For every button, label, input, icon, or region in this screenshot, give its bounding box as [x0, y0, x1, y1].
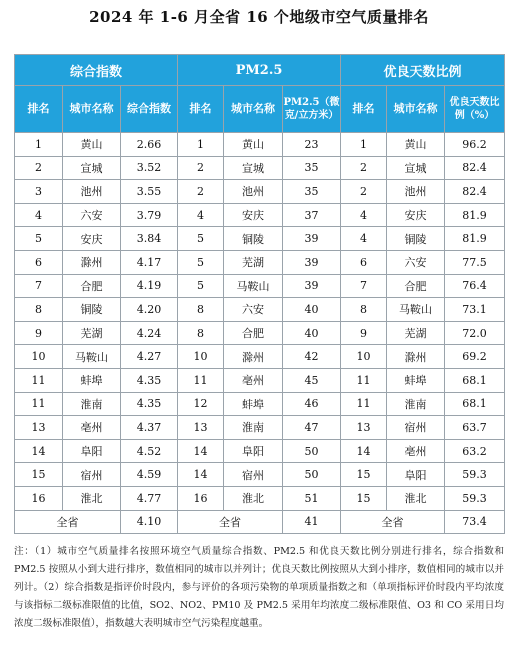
- rank-cell: 7: [15, 274, 63, 298]
- value-cell: 35: [283, 180, 341, 204]
- value-cell: 4.77: [121, 486, 178, 510]
- table-row: [15, 203, 505, 227]
- total-label-cell: 全省: [178, 510, 283, 533]
- value-cell: 42: [283, 345, 341, 369]
- value-cell: 4.24: [121, 321, 178, 345]
- rank-cell: 2: [15, 156, 63, 180]
- value-cell: 46: [283, 392, 341, 416]
- value-cell: 3.55: [121, 180, 178, 204]
- city-cell: 滁州: [63, 250, 121, 274]
- rank-cell: 3: [15, 180, 63, 204]
- rank-cell: 6: [341, 250, 387, 274]
- city-cell: 宣城: [224, 156, 283, 180]
- city-cell: 马鞍山: [63, 345, 121, 369]
- city-cell: 马鞍山: [224, 274, 283, 298]
- group-header-good-days: 优良天数比例: [341, 55, 505, 86]
- value-cell: 81.9: [445, 227, 505, 251]
- value-cell: 40: [283, 298, 341, 322]
- city-cell: 芜湖: [224, 250, 283, 274]
- city-cell: 宿州: [224, 463, 283, 487]
- city-cell: 黄山: [387, 133, 445, 157]
- total-value-cell: 73.4: [445, 510, 505, 533]
- value-cell: 37: [283, 203, 341, 227]
- rank-cell: 11: [15, 368, 63, 392]
- col-header-rank: 排名: [341, 86, 387, 133]
- rank-cell: 8: [178, 321, 224, 345]
- rank-cell: 11: [341, 368, 387, 392]
- total-label-cell: 全省: [15, 510, 121, 533]
- rank-cell: 11: [15, 392, 63, 416]
- rank-cell: 4: [15, 203, 63, 227]
- rank-cell: 6: [15, 250, 63, 274]
- city-cell: 淮南: [224, 416, 283, 440]
- city-cell: 铜陵: [63, 298, 121, 322]
- table-row: [15, 392, 505, 416]
- city-cell: 滁州: [387, 345, 445, 369]
- rank-cell: 14: [341, 439, 387, 463]
- value-cell: 4.19: [121, 274, 178, 298]
- table-row: [15, 368, 505, 392]
- table-row: [15, 227, 505, 251]
- total-value-cell: 4.10: [121, 510, 178, 533]
- group-header-row: [15, 55, 505, 86]
- value-cell: 68.1: [445, 368, 505, 392]
- city-cell: 滁州: [224, 345, 283, 369]
- table-row: [15, 486, 505, 510]
- city-cell: 宿州: [63, 463, 121, 487]
- rank-cell: 9: [15, 321, 63, 345]
- value-cell: 4.35: [121, 368, 178, 392]
- value-cell: 96.2: [445, 133, 505, 157]
- group-header-composite: 综合指数: [15, 55, 178, 86]
- value-cell: 3.52: [121, 156, 178, 180]
- rank-cell: 11: [341, 392, 387, 416]
- rank-cell: 10: [15, 345, 63, 369]
- value-cell: 40: [283, 321, 341, 345]
- rank-cell: 13: [15, 416, 63, 440]
- city-cell: 池州: [224, 180, 283, 204]
- city-cell: 阜阳: [63, 439, 121, 463]
- value-cell: 4.52: [121, 439, 178, 463]
- rank-cell: 14: [178, 439, 224, 463]
- rank-cell: 1: [341, 133, 387, 157]
- city-cell: 安庆: [387, 203, 445, 227]
- province-total-row: [15, 510, 505, 533]
- value-cell: 77.5: [445, 250, 505, 274]
- value-cell: 4.20: [121, 298, 178, 322]
- rank-cell: 12: [178, 392, 224, 416]
- rank-cell: 2: [178, 156, 224, 180]
- value-cell: 59.3: [445, 463, 505, 487]
- city-cell: 阜阳: [224, 439, 283, 463]
- value-cell: 50: [283, 439, 341, 463]
- table-row: [15, 250, 505, 274]
- rank-cell: 15: [15, 463, 63, 487]
- rank-cell: 13: [178, 416, 224, 440]
- group-header-pm25: PM2.5: [178, 55, 341, 86]
- rank-cell: 11: [178, 368, 224, 392]
- rank-cell: 16: [15, 486, 63, 510]
- value-cell: 39: [283, 227, 341, 251]
- rank-cell: 15: [341, 463, 387, 487]
- table-row: [15, 298, 505, 322]
- city-cell: 安庆: [224, 203, 283, 227]
- total-value-cell: 41: [283, 510, 341, 533]
- rank-cell: 5: [178, 227, 224, 251]
- rank-cell: 5: [15, 227, 63, 251]
- table-row: [15, 416, 505, 440]
- value-cell: 68.1: [445, 392, 505, 416]
- col-header-city: 城市名称: [387, 86, 445, 133]
- value-cell: 35: [283, 156, 341, 180]
- rank-cell: 2: [341, 156, 387, 180]
- rank-cell: 13: [341, 416, 387, 440]
- rank-cell: 4: [178, 203, 224, 227]
- value-cell: 4.37: [121, 416, 178, 440]
- table-row: [15, 345, 505, 369]
- table-body: [15, 133, 505, 534]
- rank-cell: 5: [178, 274, 224, 298]
- city-cell: 阜阳: [387, 463, 445, 487]
- city-cell: 合肥: [63, 274, 121, 298]
- city-cell: 六安: [387, 250, 445, 274]
- city-cell: 淮北: [387, 486, 445, 510]
- value-cell: 63.2: [445, 439, 505, 463]
- table-row: [15, 156, 505, 180]
- table-row: [15, 439, 505, 463]
- rank-cell: 7: [341, 274, 387, 298]
- city-cell: 马鞍山: [387, 298, 445, 322]
- value-cell: 47: [283, 416, 341, 440]
- table-row: [15, 463, 505, 487]
- city-cell: 淮北: [224, 486, 283, 510]
- value-cell: 72.0: [445, 321, 505, 345]
- value-cell: 59.3: [445, 486, 505, 510]
- value-cell: 81.9: [445, 203, 505, 227]
- city-cell: 亳州: [63, 416, 121, 440]
- value-cell: 39: [283, 250, 341, 274]
- rank-cell: 10: [341, 345, 387, 369]
- city-cell: 安庆: [63, 227, 121, 251]
- col-header-rank: 排名: [178, 86, 224, 133]
- city-cell: 宣城: [387, 156, 445, 180]
- rank-cell: 10: [178, 345, 224, 369]
- value-cell: 3.84: [121, 227, 178, 251]
- col-header-city: 城市名称: [63, 86, 121, 133]
- sub-header-row: [15, 86, 505, 133]
- city-cell: 宿州: [387, 416, 445, 440]
- city-cell: 黄山: [63, 133, 121, 157]
- col-header-pm25-value: PM2.5（微克/立方米）: [283, 86, 341, 133]
- value-cell: 45: [283, 368, 341, 392]
- value-cell: 82.4: [445, 156, 505, 180]
- col-header-rank: 排名: [15, 86, 63, 133]
- rank-cell: 9: [341, 321, 387, 345]
- rank-cell: 4: [341, 203, 387, 227]
- rank-cell: 14: [15, 439, 63, 463]
- col-header-city: 城市名称: [224, 86, 283, 133]
- table-row: [15, 180, 505, 204]
- page-title: 2024 年 1-6 月全省 16 个地级市空气质量排名: [89, 8, 429, 26]
- total-label-cell: 全省: [341, 510, 445, 533]
- city-cell: 亳州: [224, 368, 283, 392]
- rank-cell: 1: [178, 133, 224, 157]
- city-cell: 铜陵: [387, 227, 445, 251]
- value-cell: 51: [283, 486, 341, 510]
- city-cell: 芜湖: [63, 321, 121, 345]
- value-cell: 23: [283, 133, 341, 157]
- table-row: [15, 321, 505, 345]
- rank-cell: 16: [178, 486, 224, 510]
- footnotes: 注：（1）城市空气质量排名按照环境空气质量综合指数、PM2.5 和优良天数比例分别进行排名，综合指数和 PM2.5 按照从小到大进行排序，数值相同的城市以并列计；优良天数比例按照从大到小排序，数值相同的城市以并列计。（2）综合指数是指评价时段内，参与评价的各项污染物的单项质量指数之和（单项指标评价时段内平均浓度与该指标二级标准限值的比值，SO2、NO2、PM10 及 PM2.5 采用年均浓度二级标准限值、O3 和 CO 采用日均浓度二级标准限值），指数越大表明城市空气污染程度越重。: [14, 546, 504, 629]
- city-cell: 合肥: [387, 274, 445, 298]
- city-cell: 六安: [224, 298, 283, 322]
- rank-cell: 8: [341, 298, 387, 322]
- city-cell: 池州: [387, 180, 445, 204]
- value-cell: 69.2: [445, 345, 505, 369]
- value-cell: 4.35: [121, 392, 178, 416]
- rank-cell: 8: [178, 298, 224, 322]
- value-cell: 3.79: [121, 203, 178, 227]
- value-cell: 4.17: [121, 250, 178, 274]
- rank-cell: 2: [178, 180, 224, 204]
- rank-cell: 5: [178, 250, 224, 274]
- col-header-good-days-ratio: 优良天数比例（%）: [445, 86, 505, 133]
- city-cell: 合肥: [224, 321, 283, 345]
- city-cell: 宣城: [63, 156, 121, 180]
- col-header-composite-index: 综合指数: [121, 86, 178, 133]
- city-cell: 淮南: [63, 392, 121, 416]
- city-cell: 池州: [63, 180, 121, 204]
- ranking-table: [14, 54, 505, 534]
- rank-cell: 1: [15, 133, 63, 157]
- city-cell: 六安: [63, 203, 121, 227]
- value-cell: 73.1: [445, 298, 505, 322]
- rank-cell: 15: [341, 486, 387, 510]
- value-cell: 2.66: [121, 133, 178, 157]
- city-cell: 亳州: [387, 439, 445, 463]
- rank-cell: 2: [341, 180, 387, 204]
- value-cell: 63.7: [445, 416, 505, 440]
- city-cell: 淮南: [387, 392, 445, 416]
- city-cell: 淮北: [63, 486, 121, 510]
- value-cell: 4.59: [121, 463, 178, 487]
- city-cell: 蚌埠: [63, 368, 121, 392]
- table-row: [15, 274, 505, 298]
- value-cell: 82.4: [445, 180, 505, 204]
- rank-cell: 14: [178, 463, 224, 487]
- value-cell: 39: [283, 274, 341, 298]
- value-cell: 76.4: [445, 274, 505, 298]
- city-cell: 蚌埠: [224, 392, 283, 416]
- value-cell: 50: [283, 463, 341, 487]
- table-row: [15, 133, 505, 157]
- city-cell: 黄山: [224, 133, 283, 157]
- rank-cell: 4: [341, 227, 387, 251]
- value-cell: 4.27: [121, 345, 178, 369]
- city-cell: 芜湖: [387, 321, 445, 345]
- city-cell: 铜陵: [224, 227, 283, 251]
- city-cell: 蚌埠: [387, 368, 445, 392]
- rank-cell: 8: [15, 298, 63, 322]
